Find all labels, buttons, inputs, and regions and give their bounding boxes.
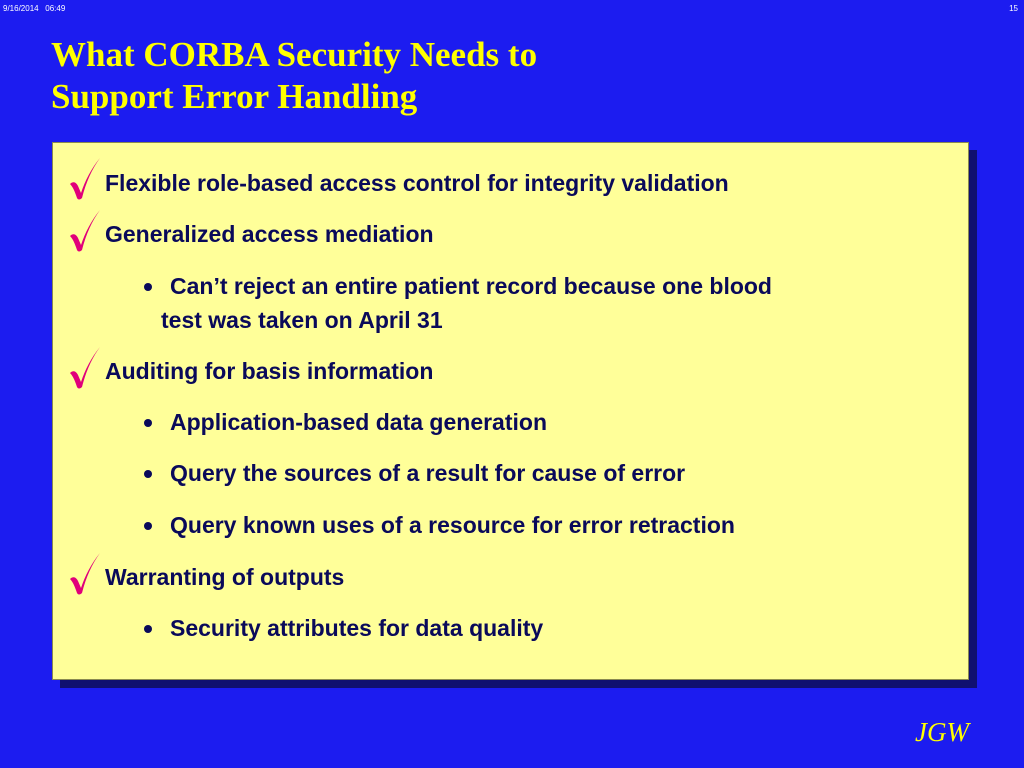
checkmark-icon — [67, 344, 101, 390]
slide-title-line-1: What CORBA Security Needs to — [51, 35, 538, 74]
slide-title — [51, 34, 537, 118]
round-dot-icon — [144, 283, 152, 291]
sub-bullet-text-patient-record-line-1: Can’t reject an entire patient record because one blood — [170, 273, 772, 299]
checkmark-icon — [67, 207, 101, 253]
round-dot-icon — [144, 522, 152, 530]
slide-page-number: 15 — [1009, 4, 1018, 13]
checkmark-icon — [67, 550, 101, 596]
sub-bullet-text-data-generation: Application-based data generation — [170, 409, 547, 435]
bullet-text-access-mediation: Generalized access mediation — [105, 221, 434, 247]
slide-date-time: 9/16/2014 06:49 — [3, 4, 66, 13]
bullet-text-role-based-access: Flexible role-based access control for integrity validation — [105, 170, 729, 196]
sub-bullet-text-patient-record-line-2: test was taken on April 31 — [161, 307, 443, 333]
round-dot-icon — [144, 470, 152, 478]
bullet-text-auditing: Auditing for basis information — [105, 358, 434, 384]
sub-bullet-text-security-attributes: Security attributes for data quality — [170, 615, 544, 641]
checkmark-icon — [67, 155, 101, 201]
round-dot-icon — [144, 625, 152, 633]
round-dot-icon — [144, 419, 152, 427]
sub-bullet-text-query-sources: Query the sources of a result for cause of error — [170, 460, 686, 486]
slide-title-line-2: Support Error Handling — [51, 77, 418, 116]
sub-bullet-text-query-known-uses: Query known uses of a resource for error retraction — [170, 512, 735, 538]
author-initials: JGW — [915, 717, 969, 747]
bullet-text-warranting-outputs: Warranting of outputs — [105, 564, 345, 590]
content-panel — [52, 142, 969, 680]
